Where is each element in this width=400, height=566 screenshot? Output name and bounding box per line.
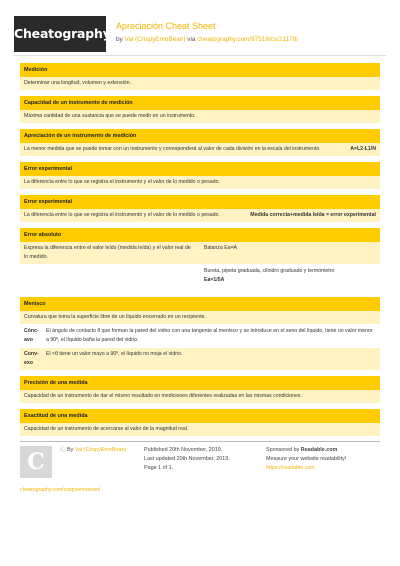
cheatography-c-icon: Ⓒ xyxy=(60,447,66,453)
section-row xyxy=(20,143,380,157)
footer xyxy=(20,446,380,486)
header xyxy=(14,16,386,52)
byline xyxy=(116,36,298,43)
row-empty xyxy=(20,265,200,287)
footer-author-link[interactable]: Val (CrispyEmoBean) xyxy=(74,447,127,453)
page-count: Page 1 of 1. xyxy=(144,465,174,471)
section-title: Error absoluto xyxy=(20,228,380,242)
row-text: El ángulo de contacto θ que forman la pared del vidrio con una tangente al menisco y se introduce en el seno del líquido, tiene un valor menor a 90º, el líquido baña la pared del vidrio. xyxy=(46,328,373,343)
updated-date: Last updated 20th November, 2019. xyxy=(144,456,230,462)
section-row xyxy=(20,265,380,288)
section-row xyxy=(20,242,380,265)
author-profile-link[interactable]: cheatography.com/crispyemobean/ xyxy=(20,487,101,493)
section-error-experimental-2 xyxy=(20,195,380,223)
footer-by: By xyxy=(67,447,75,453)
section-error-experimental-1 xyxy=(20,162,380,190)
section-exactitud xyxy=(20,409,380,437)
section-row xyxy=(20,348,380,371)
instrument-list: Bureta, pipeta graduada, cilindro graduado y termómetro xyxy=(204,268,335,274)
section-title: Medición xyxy=(20,63,380,77)
footer-dates xyxy=(144,446,230,473)
section-error-absoluto xyxy=(20,228,380,288)
row-formula: Balanza Ea=A xyxy=(204,245,238,251)
row-description: La menor medida que se puede tomar con un instrumento y corresponderá al valor de cada división en la escala del instrumento. xyxy=(24,146,321,152)
row-description: La diferencia entre lo que se registra el instrumento y el valor de lo medido o pesado. xyxy=(24,212,220,218)
header-divider xyxy=(14,55,386,56)
section-title: Menisco xyxy=(20,297,380,311)
section-title: Capacidad de un instrumento de medición xyxy=(20,96,380,110)
sponsor-line xyxy=(266,446,346,455)
section-title: Error experimental xyxy=(20,162,380,176)
page-title: Apreciación Cheat Sheet xyxy=(116,21,216,31)
byline-via: via xyxy=(185,36,198,43)
row-formula xyxy=(200,265,380,287)
footer-divider xyxy=(20,441,380,442)
section-row: La diferencia entre lo que se registra el instrumento y el valor de lo medido o pesado. xyxy=(20,176,380,190)
published-date: Published 20th November, 2019. xyxy=(144,447,223,453)
section-title: Error experimental xyxy=(20,195,380,209)
sponsor-url-link[interactable]: https://readable.com xyxy=(266,465,315,471)
row-label: Convexo xyxy=(24,351,39,366)
byline-by: by xyxy=(116,36,125,43)
row-label: Cóncavo xyxy=(24,328,39,343)
section-precision xyxy=(20,376,380,404)
sponsor-prefix: Sponsored by xyxy=(266,447,301,453)
author-link[interactable]: Val (CrispyEmoBean) xyxy=(124,36,186,43)
sheet-url-link[interactable]: cheatography.com/97518/cs/21178/ xyxy=(197,36,298,43)
row-description: Expresa la diferencia entre el valor leído (medida leída) y el valor real de lo medido. xyxy=(24,245,191,260)
section-apreciacion xyxy=(20,129,380,157)
section-title: Apreciación de un instrumento de medición xyxy=(20,129,380,143)
sponsor-link[interactable]: Readable.com xyxy=(300,447,338,453)
section-row: Curvatura que toma la superficie libre de un líquido encerrado en un recipiente. xyxy=(20,311,380,325)
row-formula: Medida correcta+medida leída = error experimental xyxy=(250,212,376,218)
section-row: Máxima cantidad de una sustancia que se puede medir en un instrumento. xyxy=(20,110,380,124)
row-formula: A=L2-L1/N xyxy=(350,146,376,152)
section-row xyxy=(20,209,380,223)
section-row: Determinar una longitud, volumen y extensión. xyxy=(20,77,380,91)
row-text: El <θ tiene un valor mayo a 90º, el líquido no moja el vidrio. xyxy=(46,351,183,357)
section-menisco xyxy=(20,297,380,371)
footer-sponsor xyxy=(266,446,346,473)
cheat-sheet-content xyxy=(20,58,380,437)
section-row: Capacidad de un instrumento de dar el mismo resultado en mediciones diferentes realizadas en las mismas condiciones. xyxy=(20,390,380,404)
section-row: Capacidad de un instrumento de acercarse al valor de la magnitud real. xyxy=(20,423,380,437)
section-title: Exactitud de una medida xyxy=(20,409,380,423)
footer-author xyxy=(60,446,126,455)
section-medicion xyxy=(20,63,380,91)
cheatography-logo[interactable]: Cheatography xyxy=(14,16,106,52)
section-row xyxy=(20,325,380,348)
author-avatar[interactable]: C xyxy=(20,446,52,478)
formula: Ea=1/5A xyxy=(204,277,225,283)
sponsor-tagline: Measure your website readability! xyxy=(266,456,347,462)
section-capacidad xyxy=(20,96,380,124)
section-title: Precisión de una medida xyxy=(20,376,380,390)
